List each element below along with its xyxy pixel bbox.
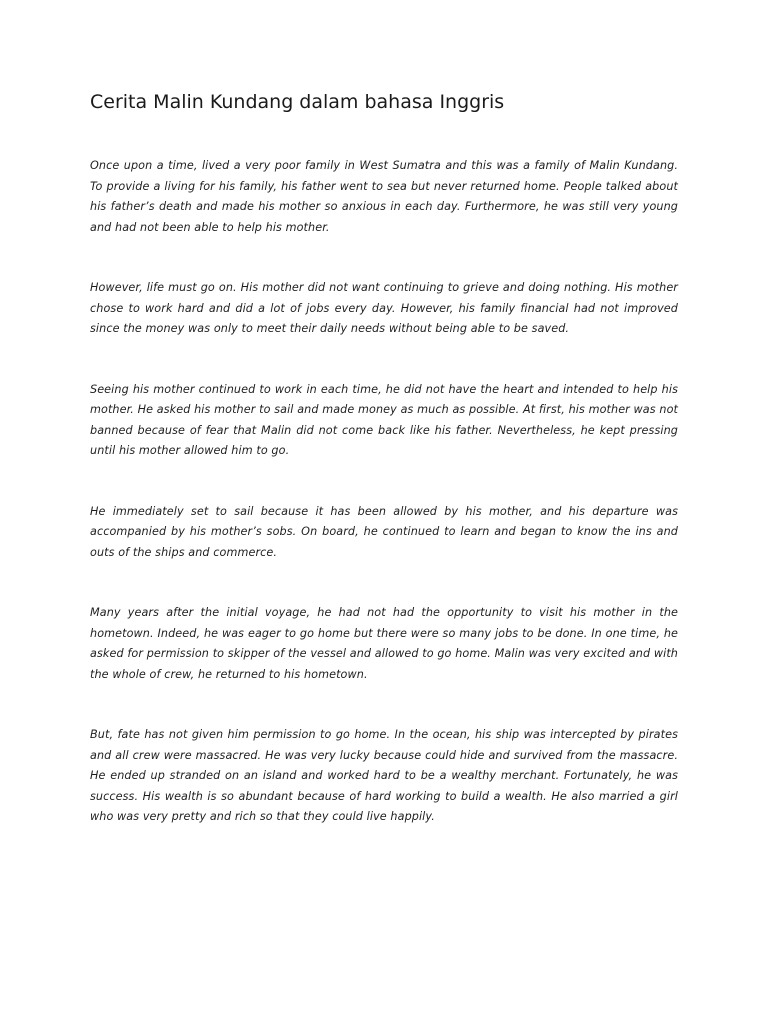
paragraph-2: However, life must go on. His mother did not want continuing to grieve and doing nothing. His mother chose to work hard and did a lot of jobs every day. However, his family financial had not improved since the money was only to meet their daily needs without being able to be saved. — [90, 281, 678, 335]
paragraph-3: Seeing his mother continued to work in each time, he did not have the heart and intended to help his mother. He asked his mother to sail and made money as much as possible. At first, his mother was not banned because of fear that Malin did not come back like his father. Nevertheless, he kept pressing until his mother allowed him to go. — [90, 382, 678, 457]
document-title: Cerita Malin Kundang dalam bahasa Inggris — [90, 91, 505, 113]
paragraph-5: Many years after the initial voyage, he had not had the opportunity to visit his mother in the hometown. Indeed, he was eager to go home but there were so many jobs to be done. In one time, he asked for permission to skipper of the vessel and allowed to go home. Malin was very excited and with the whole of crew, he returned to his hometown. — [90, 606, 678, 681]
paragraph-4: He immediately set to sail because it has been allowed by his mother, and his departure was accompanied by his mother’s sobs. On board, he continued to learn and began to know the ins and outs of the ships and commerce. — [90, 504, 678, 559]
paragraph-1: Once upon a time, lived a very poor family in West Sumatra and this was a family of Malin Kundang. To provide a living for his family, his father went to sea but never returned home. People talked about his father’s death and made his mother so anxious in each day. Furthermore, he was still very young and had not been able to help his mother. — [90, 159, 678, 234]
paragraph-6: But, fate has not given him permission to go home. In the ocean, his ship was intercepted by pirates and all crew were massacred. He was very lucky because could hide and survived from the massacre. He ended up stranded on an island and worked hard to be a wealthy merchant. Fortunately, he was success. His wealth is so abundant because of hard working to build a wealth. He also married a girl who was very pretty and rich so that they could live happily. — [90, 728, 678, 823]
